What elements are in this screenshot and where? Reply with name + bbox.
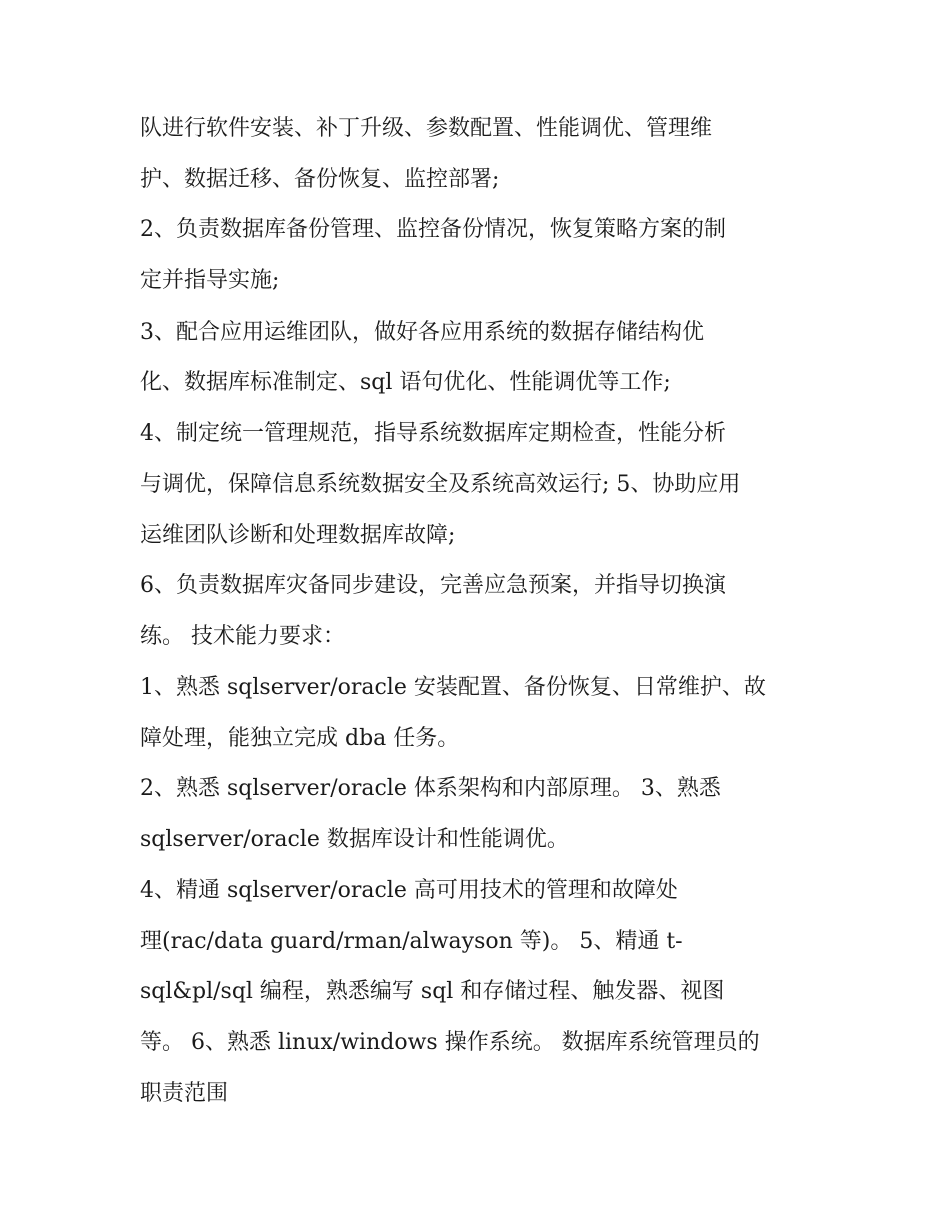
text-line: 6、负责数据库灾备同步建设，完善应急预案，并指导切换演 bbox=[140, 573, 726, 598]
text-line: 2、负责数据库备份管理、监控备份情况，恢复策略方案的制 bbox=[140, 217, 726, 242]
text-line: 与调优，保障信息系统数据安全及系统高效运行; 5、协助应用 bbox=[140, 472, 741, 497]
text-line: 1、熟悉 sqlserver/oracle 安装配置、备份恢复、日常维护、故 bbox=[140, 675, 766, 700]
text-line: sqlserver/oracle 数据库设计和性能调优。 bbox=[140, 827, 569, 852]
text-line: 理(rac/data guard/rman/alwayson 等)。 5、精通 t- bbox=[140, 929, 683, 954]
text-line: 4、制定统一管理规范，指导系统数据库定期检查，性能分析 bbox=[140, 421, 726, 446]
text-line: 3、配合应用运维团队，做好各应用系统的数据存储结构优 bbox=[140, 320, 704, 345]
text-line: 4、精通 sqlserver/oracle 高可用技术的管理和故障处 bbox=[140, 878, 678, 903]
text-line: 职责范围 bbox=[140, 1081, 229, 1106]
text-line: 等。 6、熟悉 linux/windows 操作系统。 数据库系统管理员的 bbox=[140, 1030, 760, 1055]
text-line: 障处理，能独立完成 dba 任务。 bbox=[140, 726, 460, 751]
text-line: 定并指导实施; bbox=[140, 268, 280, 293]
text-line: 队进行软件安装、补丁升级、参数配置、性能调优、管理维 bbox=[140, 116, 713, 141]
text-line: 练。 技术能力要求： bbox=[140, 624, 345, 649]
text-line: 化、数据库标准制定、sql 语句优化、性能调优等工作; bbox=[140, 370, 671, 395]
text-line: 护、数据迁移、备份恢复、监控部署; bbox=[140, 167, 500, 192]
text-line: 运维团队诊断和处理数据库故障; bbox=[140, 523, 456, 548]
text-line: 2、熟悉 sqlserver/oracle 体系架构和内部原理。 3、熟悉 bbox=[140, 776, 721, 801]
text-line: sql&pl/sql 编程，熟悉编写 sql 和存储过程、触发器、视图 bbox=[140, 979, 725, 1004]
